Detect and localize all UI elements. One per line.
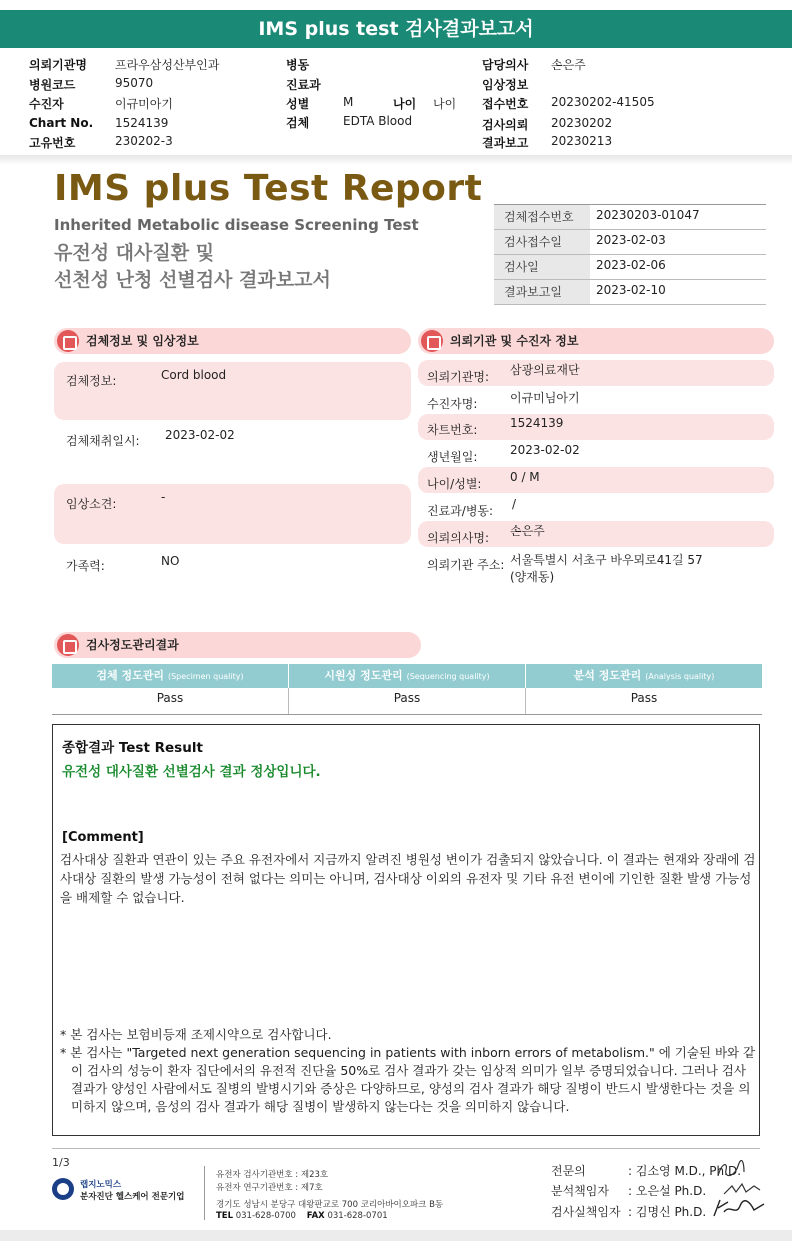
qc-table: [52, 664, 762, 715]
specimen-info-row-bg: [54, 362, 411, 420]
result-box: [52, 724, 760, 1136]
qc-header-sequencing: [289, 664, 526, 688]
collection-date-value: 2023-02-02: [165, 428, 235, 442]
footer-divider: [52, 1148, 760, 1149]
qc-header-sequencing-en: (Sequencing quality): [406, 672, 490, 681]
qc-header-specimen: [52, 664, 289, 688]
header-value-sex: M: [343, 95, 354, 109]
qc-header-sequencing-ko: 시원싱 정도관리: [324, 669, 403, 682]
company-name: 랩지노믹스: [80, 1180, 122, 1190]
patient-label-dept-ward: 진료과/병동:: [427, 504, 494, 518]
signature-1-icon: [714, 1158, 748, 1182]
result-title: 종합결과 Test Result: [62, 740, 203, 756]
date-value-report: 2023-02-10: [596, 283, 666, 297]
patient-value-doctor: 손은주: [510, 524, 545, 538]
date-row: [494, 255, 766, 280]
header-label-ward: 병동: [286, 58, 310, 72]
report-subtitle-en: Inherited Metabolic disease Screening Test: [54, 216, 419, 234]
qc-value-specimen: Pass: [52, 688, 289, 714]
header-value-hospital: 프라우삼성산부인과: [115, 58, 220, 72]
patient-label-chart: 차트번호:: [427, 423, 478, 437]
date-value-specimen-no: 20230203-01047: [596, 208, 700, 222]
patient-value-birth: 2023-02-02: [510, 443, 580, 457]
comment-title: [Comment]: [62, 830, 144, 845]
patient-value-name: 이규미님아기: [510, 391, 580, 405]
patient-value-address-line2: (양재동): [510, 570, 555, 584]
report-subtitle-ko-1: 유전성 대사질환 및: [54, 242, 215, 264]
qc-header-analysis-ko: 분석 정도관리: [573, 669, 642, 682]
date-label-report: 결과보고일: [494, 280, 590, 304]
header-value-unique-no: 230202-3: [115, 134, 173, 148]
signer-name-specialist: : 김소영 M.D., Ph.D.: [628, 1164, 742, 1178]
patient-label-name: 수진자명:: [427, 397, 478, 411]
tel-label: TEL: [216, 1211, 234, 1221]
header-divider: [0, 155, 792, 165]
patient-label-birth: 생년월일:: [427, 450, 478, 464]
header-label-clinical-info: 임상정보: [482, 78, 529, 92]
bottom-strip: [0, 1230, 792, 1241]
header-value-specimen: EDTA Blood: [343, 114, 413, 128]
clinical-finding-label: 임상소견:: [66, 497, 117, 511]
specimen-info-value: Cord blood: [161, 368, 227, 382]
header-label-request-date: 검사의뢰: [482, 118, 529, 132]
patient-label-doctor: 의뢰의사명:: [427, 531, 490, 545]
qc-header-analysis: [526, 664, 762, 688]
date-row: [494, 205, 766, 230]
patient-label-age-sex: 나이/성별:: [427, 477, 482, 491]
date-value-test: 2023-02-06: [596, 258, 666, 272]
clipboard-icon: [57, 634, 79, 656]
comment-text: 검사대상 질환과 연관이 있는 주요 유전자에서 지금까지 알려진 병원성 변이가 검출되지 않았습니다. 이 결과는 현재와 장래에 검사대상 질환의 발생 가능성이 전혀 없다는 의미는 아니며, 검사대상 이외의 유전자 및 기타 유전 변이에 기인한 질환 발생 가능성을 배제할 수 없습니다.: [60, 852, 756, 905]
date-value-receipt: 2023-02-03: [596, 233, 666, 247]
report-banner: IMS plus test 검사결과보고서: [0, 10, 792, 48]
qc-value-row: [52, 688, 762, 714]
signer-role-analyst: 분석책임자: [551, 1184, 609, 1198]
signer-name-lab-head: : 김명신 Ph.D.: [628, 1205, 707, 1219]
signer-role-specialist: 전문의: [551, 1164, 586, 1178]
signature-3-icon: [710, 1196, 768, 1220]
clinical-row-bg: [54, 484, 411, 544]
date-row: [494, 230, 766, 255]
header-label-doctor: 담당의사: [482, 58, 529, 72]
patient-value-address-line1: 서울특별시 서초구 바우뫼로41길 57: [510, 553, 703, 567]
header-label-dept: 진료과: [286, 78, 321, 92]
signer-role-lab-head: 검사실책임자: [551, 1205, 621, 1219]
header-label-hospital-code: 병원코드: [29, 78, 76, 92]
clinical-finding-value: -: [161, 490, 166, 504]
qc-header-specimen-en: (Specimen quality): [167, 672, 244, 681]
date-label-test: 검사일: [494, 255, 590, 279]
registration-2: 유전자 연구기관번호 : 제7호: [216, 1183, 323, 1193]
family-history-label: 가족력:: [66, 559, 105, 573]
family-history-value: NO: [161, 554, 180, 568]
patient-label-hospital: 의뢰기관명:: [427, 370, 490, 384]
header-label-age: 나이: [393, 97, 417, 111]
header-label-receipt-no: 접수번호: [482, 97, 529, 111]
date-label-receipt: 검사접수일: [494, 230, 590, 254]
specimen-section-header: [54, 328, 411, 354]
header-value-hospital-code: 95070: [115, 76, 154, 90]
header-label-sex: 성별: [286, 97, 310, 111]
company-address: 경기도 성남시 분당구 대왕판교로 700 코리아바이오파크 B동: [216, 1200, 444, 1210]
note-2: * 본 검사는 "Targeted next generation sequencing in patients with inborn errors of metabolism." 에 기술된 바와 같이 검사의 성능이 환자 집단에서의 유전적 진단율 50%로 검사 결과가 갖는 임상적 의미가 일부 증명되었습니다. 그러나 검사 결과가 양성인 사람에서도 질병의 발병시기와 증상은 다양하므로, 양성의 검사 결과가 해당 질병이 반드시 발생한다는 것을 의미하지 않으며, 음성의 검사 결과가 해당 질병이 발생하지 않는다는 것을 의미하지 않습니다.: [60, 1045, 756, 1114]
page-number: 1/3: [52, 1156, 70, 1169]
result-summary: 유전성 대사질환 선별검사 결과 정상입니다.: [62, 764, 321, 780]
signer-name-analyst: : 오은설 Ph.D.: [628, 1184, 707, 1198]
dates-table: [494, 204, 766, 305]
company-logo-icon: [52, 1178, 74, 1200]
header-label-specimen: 검체: [286, 116, 310, 130]
header-info: [0, 54, 792, 154]
registration-1: 유전자 검사기관번호 : 제23호: [216, 1170, 329, 1180]
header-label-report-date: 결과보고: [482, 136, 529, 150]
patient-section-title: 의뢰기관 및 수진자 정보: [450, 334, 579, 348]
clipboard-icon: [421, 330, 443, 352]
patient-value-hospital: 삼광의료재단: [510, 363, 580, 377]
qc-header-specimen-ko: 검체 정도관리: [96, 669, 164, 682]
qc-section-header: [54, 632, 421, 658]
header-value-patient: 이규미아기: [115, 97, 173, 111]
fax-value: 031-628-0701: [327, 1211, 388, 1221]
note-1: * 본 검사는 보험비등재 조제시약으로 검사합니다.: [60, 1027, 332, 1042]
qc-section-title: 검사정도관리결과: [86, 638, 179, 652]
company-tagline: 분자진단 헬스케어 전문기업: [80, 1192, 185, 1202]
qc-header-row: [52, 664, 762, 688]
header-value-doctor: 손은주: [551, 58, 586, 72]
header-value-chart-no: 1524139: [115, 116, 169, 130]
footer-separator: [204, 1166, 205, 1220]
patient-value-chart: 1524139: [510, 416, 564, 430]
qc-value-sequencing: Pass: [289, 688, 526, 714]
clipboard-icon: [57, 330, 79, 352]
date-label-specimen-no: 검체접수번호: [494, 205, 590, 229]
patient-value-age-sex: 0 / M: [510, 470, 540, 484]
header-value-receipt-no: 20230202-41505: [551, 95, 655, 109]
date-row: [494, 280, 766, 305]
collection-date-label: 검체채취일시:: [66, 434, 140, 448]
patient-label-address: 의뢰기관 주소:: [427, 558, 505, 572]
qc-header-analysis-en: (Analysis quality): [645, 672, 715, 681]
qc-value-analysis: Pass: [630, 691, 658, 705]
patient-value-dept-ward: /: [512, 497, 517, 511]
header-label-hospital: 의뢰기관명: [29, 58, 87, 72]
header-label-unique-no: 고유번호: [29, 136, 76, 150]
header-label-patient: 수진자: [29, 97, 64, 111]
specimen-section-title: 검체정보 및 임상정보: [86, 334, 199, 348]
tel-value: 031-628-0700: [235, 1211, 296, 1221]
company-contact: [216, 1211, 388, 1221]
patient-section-header: [418, 328, 774, 354]
header-value-age: 나이: [433, 97, 457, 111]
specimen-info-label: 검체정보:: [66, 374, 117, 388]
header-label-chart-no: Chart No.: [29, 116, 94, 130]
header-value-request-date: 20230202: [551, 116, 613, 130]
report-title: IMS plus Test Report: [54, 168, 483, 209]
header-value-report-date: 20230213: [551, 134, 613, 148]
report-subtitle-ko-2: 선천성 난청 선별검사 결과보고서: [54, 269, 331, 291]
fax-label: FAX: [306, 1211, 325, 1221]
